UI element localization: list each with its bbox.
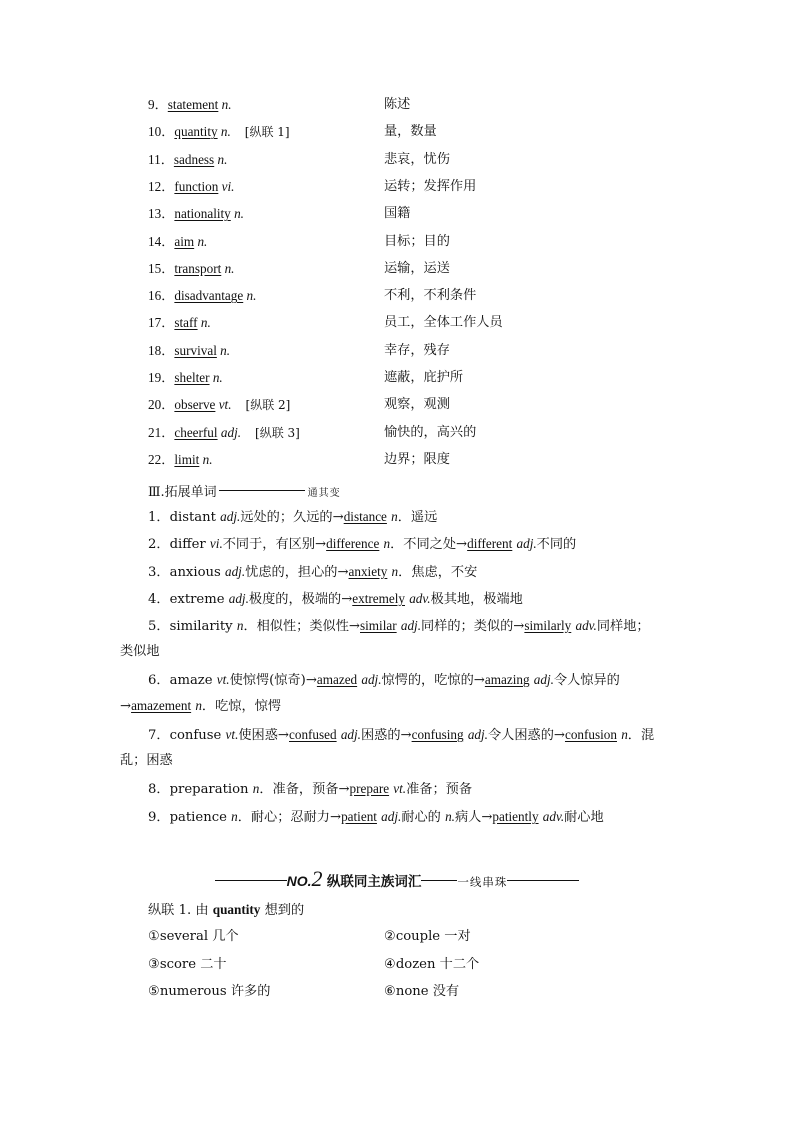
vocab-word: nationality	[174, 206, 231, 222]
text-run: 3．anxious	[148, 565, 225, 580]
vocab-pos: n.	[234, 206, 244, 222]
pos-tag: adv.	[575, 618, 597, 633]
vocab-meaning: 量，数量	[384, 124, 437, 140]
pos-tag: adj.	[220, 509, 241, 524]
vocab-row	[148, 151, 227, 170]
vocab-word: sadness	[173, 151, 215, 167]
quantity-word: ③score 二十	[148, 956, 227, 972]
no2-number: 2	[311, 866, 323, 891]
vocab-row	[148, 96, 232, 115]
vocab-row	[148, 314, 211, 333]
pos-tag: vt.	[393, 781, 407, 796]
vocab-meaning: 悲哀，忧伤	[384, 151, 450, 167]
vocab-meaning: 目标；目的	[384, 233, 450, 249]
vocab-row	[148, 233, 207, 252]
text-run: 7．confuse	[148, 728, 226, 743]
answer-word: amazing	[484, 672, 530, 687]
answer-word: prepare	[349, 781, 390, 796]
answer-word: amazed	[316, 672, 358, 687]
text-run: 远处的；久远的→	[240, 510, 344, 525]
text-run: 乱；困惑	[120, 753, 173, 768]
vocab-meaning: 员工，全体工作人员	[384, 315, 503, 331]
vocab-pos: vt.	[218, 397, 232, 413]
text-run: 耐心的	[401, 810, 446, 825]
vocab-meaning: 遮蔽，庇护所	[384, 370, 464, 385]
vocab-number: 14．	[148, 233, 175, 249]
quantity-word: ①several 几个	[148, 929, 239, 944]
vocab-row	[148, 342, 230, 361]
pos-tag: n	[252, 781, 260, 796]
pos-tag: n	[391, 509, 398, 524]
vocab-pos: n.	[224, 260, 235, 276]
text-run: ．不同之处→	[390, 537, 468, 552]
header-rule-left	[215, 880, 251, 881]
pos-tag: adj.	[228, 591, 249, 606]
expand-item-continuation	[120, 752, 173, 770]
pos-tag: vt.	[216, 672, 230, 687]
text-run: ．遥远	[397, 510, 438, 525]
vocab-row	[148, 178, 234, 197]
answer-word: patient	[341, 809, 377, 824]
vocab-word: cheerful	[174, 424, 218, 440]
vocab-pos: n.	[202, 451, 213, 467]
vocab-meaning: 观察，观测	[384, 397, 450, 413]
pos-tag: vi.	[209, 536, 223, 551]
vocab-pos: n.	[217, 151, 228, 167]
vocab-number: 15．	[148, 260, 175, 276]
text-run: 极其地，极端地	[430, 592, 523, 607]
text-run: 忧虑的，担心的→	[245, 565, 349, 580]
answer-word: confusing	[411, 727, 464, 742]
text-run: 8．preparation	[148, 782, 253, 797]
text-run: 困惑的→	[360, 728, 412, 743]
pos-tag: adj.	[400, 618, 421, 633]
text-run: ．吃惊，惊愕	[201, 699, 282, 714]
vocab-word: statement	[167, 97, 219, 112]
vocab-row	[148, 287, 256, 306]
text-run: 令人困惑的→	[487, 728, 565, 743]
vocab-word: function	[174, 178, 219, 194]
expand-item-continuation	[120, 643, 160, 661]
text-run: 同样地；	[596, 619, 650, 634]
answer-word: different	[467, 536, 513, 551]
text-run: →	[120, 699, 132, 714]
text-run: ．相似性；类似性→	[243, 619, 360, 634]
quantity-word: ⑤numerous 许多的	[148, 984, 271, 999]
no2-header	[0, 866, 794, 892]
vocab-number: 11．	[148, 151, 174, 167]
pos-tag: vt.	[225, 727, 239, 742]
text-run: 令人惊异的	[553, 673, 620, 688]
link1-prefix: 纵联 1. 由	[148, 903, 213, 918]
pos-tag: adj.	[361, 672, 382, 687]
vocab-number: 22．	[148, 451, 175, 467]
header-rule-right	[507, 880, 543, 881]
vocab-link-tag: [纵联 1]	[244, 125, 290, 140]
header-rule	[219, 490, 305, 491]
text-run: 不同于，有区别→	[222, 537, 327, 552]
vocab-row	[148, 424, 300, 443]
vocab-pos: n.	[212, 370, 223, 385]
vocab-meaning: 幸存，残存	[384, 342, 450, 358]
text-run: 使困惑→	[238, 728, 289, 743]
vocab-pos: n.	[221, 97, 232, 112]
expand-item	[148, 780, 472, 799]
answer-word: difference	[326, 536, 380, 551]
no2-title: 纵联同主族词汇	[326, 874, 422, 890]
answer-word: distance	[343, 509, 387, 524]
text-run: 准备；预备	[406, 782, 473, 797]
vocab-word: disadvantage	[174, 288, 244, 304]
vocab-number: 9．	[148, 97, 168, 112]
vocab-row	[148, 451, 212, 470]
pos-tag: adj.	[340, 727, 361, 742]
text-run: ．耐心；忍耐力→	[237, 810, 342, 825]
link1-suffix: 想到的	[260, 903, 305, 918]
pos-tag: n	[391, 564, 399, 579]
text-run: 2．differ	[148, 537, 210, 552]
vocab-word: observe	[174, 397, 216, 413]
link1-word: quantity	[212, 902, 261, 917]
text-run: 4．extreme	[148, 592, 229, 607]
text-run: 极度的，极端的→	[248, 592, 353, 607]
expand-item	[148, 535, 576, 554]
pos-tag: adj.	[516, 536, 537, 551]
vocab-meaning: 运输，运送	[384, 260, 450, 276]
pos-tag: adv.	[542, 809, 565, 824]
vocab-meaning: 边界；限度	[384, 451, 450, 467]
vocab-link-tag: [纵联 3]	[255, 425, 300, 440]
text-run: ．准备，预备→	[259, 782, 350, 797]
pos-tag: n	[195, 698, 202, 713]
text-run: 不同的	[536, 537, 577, 552]
text-run: ．焦虑，不安	[398, 565, 478, 580]
text-run: 同样的；类似的→	[421, 619, 525, 634]
header-rule-right	[543, 880, 579, 881]
vocab-meaning: 运转；发挥作用	[384, 178, 477, 194]
expand-item	[148, 617, 650, 636]
text-run: 惊愕的，吃惊的→	[381, 673, 485, 688]
answer-word: similar	[360, 618, 397, 633]
expand-item	[148, 671, 620, 690]
vocab-row	[148, 260, 234, 279]
expand-item	[148, 508, 437, 527]
vocab-number: 17．	[148, 315, 175, 331]
vocab-number: 16．	[148, 288, 175, 304]
quantity-word: ②couple 一对	[384, 929, 471, 944]
expand-item	[148, 590, 523, 609]
text-run: 类似地	[120, 644, 160, 659]
vocab-row	[148, 205, 244, 224]
vocab-meaning: 愉快的，高兴的	[384, 424, 477, 440]
text-run: 9．patience	[148, 810, 232, 825]
vocab-word: transport	[174, 260, 222, 276]
answer-word: anxiety	[348, 564, 388, 579]
answer-word: similarly	[524, 618, 572, 633]
text-run: 5．similarity	[148, 619, 237, 634]
pos-tag: n	[236, 618, 244, 633]
pos-tag: n	[383, 536, 391, 551]
vocab-row	[148, 123, 290, 142]
header-rule-mid	[421, 880, 457, 881]
vocab-pos: n.	[246, 288, 257, 304]
vocab-meaning: 国籍	[384, 206, 411, 222]
text-run: 病人→	[454, 810, 493, 825]
answer-word: confusion	[564, 727, 617, 742]
vocab-row	[148, 369, 223, 388]
quantity-word: ⑥none 没有	[384, 984, 460, 999]
text-run: 耐心地	[564, 810, 604, 825]
pos-tag: n	[231, 809, 238, 824]
vocab-number: 12．	[148, 178, 175, 194]
answer-word: confused	[289, 727, 337, 742]
vocab-pos: n.	[220, 342, 231, 358]
section-3-title: Ⅲ.拓展单词	[148, 485, 217, 500]
vocab-pos: n.	[197, 233, 208, 249]
vocab-link-tag: [纵联 2]	[245, 398, 291, 413]
expand-item	[148, 808, 604, 827]
quantity-word: ④dozen 十二个	[384, 956, 480, 972]
vocab-word: limit	[174, 451, 200, 467]
vocab-word: staff	[174, 315, 198, 331]
vocab-row	[148, 396, 290, 415]
expand-item	[148, 726, 654, 745]
link1-heading	[148, 901, 304, 920]
vocab-number: 20．	[148, 397, 175, 413]
expand-item-continuation	[120, 697, 281, 716]
no2-label: NO.	[286, 873, 312, 889]
text-run: ．混	[627, 728, 655, 743]
vocab-number: 18．	[148, 342, 175, 358]
answer-word: amazement	[131, 698, 192, 713]
pos-tag: adv.	[409, 591, 431, 606]
section-3-tail: 通其变	[307, 488, 341, 499]
answer-word: extremely	[352, 591, 405, 606]
vocab-number: 19．	[148, 370, 175, 385]
text-run: 使惊愕(惊奇)→	[229, 673, 317, 688]
pos-tag: adj.	[381, 809, 402, 824]
vocab-pos: vi.	[221, 178, 235, 194]
vocab-word: quantity	[174, 124, 218, 140]
pos-tag: adj.	[224, 564, 246, 579]
pos-tag: adj.	[467, 727, 488, 742]
answer-word: patiently	[492, 809, 539, 824]
vocab-number: 10．	[148, 124, 175, 140]
vocab-word: survival	[174, 342, 217, 358]
vocab-pos: adj.	[220, 424, 242, 440]
vocab-meaning: 不利，不利条件	[384, 288, 477, 304]
vocab-pos: n.	[200, 315, 211, 331]
vocab-pos: n.	[220, 124, 231, 140]
vocab-word: shelter	[174, 370, 210, 385]
pos-tag: n.	[445, 809, 455, 824]
vocab-word: aim	[174, 233, 195, 249]
text-run: 1．distant	[148, 510, 221, 525]
expand-item	[148, 563, 477, 582]
section-3-header	[148, 481, 341, 500]
vocab-number: 21．	[148, 424, 175, 440]
text-run: 6．amaze	[148, 673, 217, 688]
vocab-meaning: 陈述	[384, 97, 411, 112]
pos-tag: adj.	[533, 672, 554, 687]
header-rule-left	[251, 880, 287, 881]
vocab-number: 13．	[148, 206, 175, 222]
pos-tag: n	[621, 727, 628, 742]
no2-tail: 一线串珠	[457, 875, 508, 889]
